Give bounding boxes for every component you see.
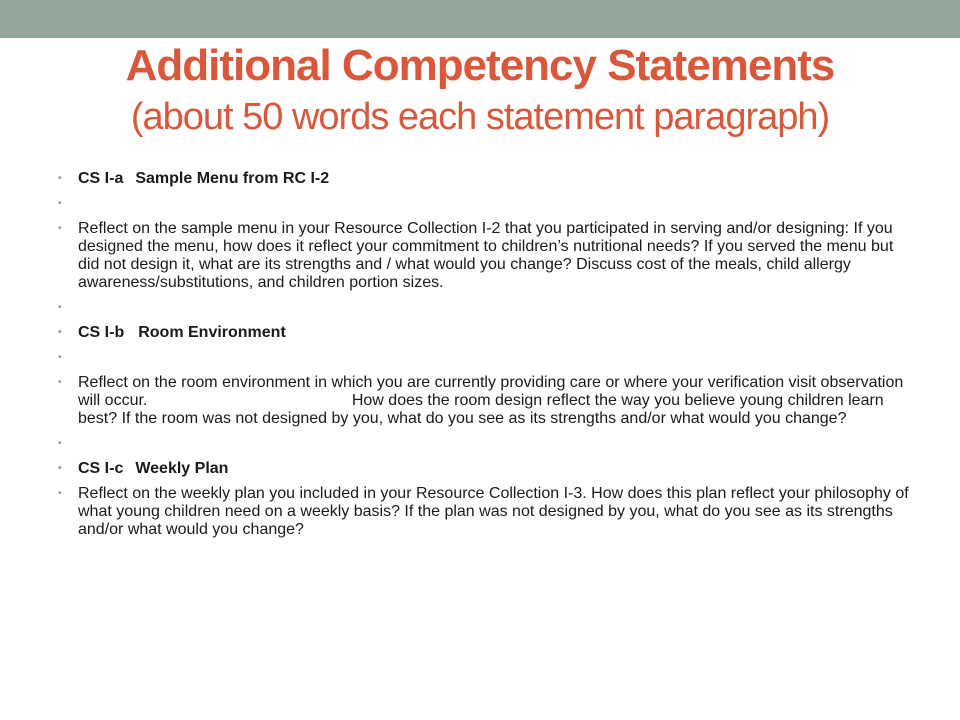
bullet-cs1b-heading xyxy=(56,324,916,342)
bullet-empty xyxy=(56,349,916,367)
bullet-cs1a-heading xyxy=(56,170,916,188)
bullet-empty xyxy=(56,435,916,453)
bullet-dot-icon: • xyxy=(58,173,62,184)
bullet-dot-icon: • xyxy=(58,223,62,234)
bullet-cs1b-text xyxy=(56,374,916,428)
title-subtitle: (about 50 words each statement paragraph) xyxy=(130,96,830,138)
bullet-dot-icon: • xyxy=(58,352,62,363)
bullet-cs1c-heading xyxy=(56,460,916,478)
bullet-cs1a-text xyxy=(56,220,916,292)
bullet-paragraph: Reflect on the weekly plan you included in your Resource Collection I-3. How does this plan reflect your philosophy of what young children need on a weekly basis? If the plan was not designed by you, what do you see as its strengths and/or what would you change? xyxy=(78,485,909,538)
slide-title xyxy=(40,40,920,142)
bullet-dot-icon: • xyxy=(58,198,62,209)
bullet-list xyxy=(56,170,916,546)
bullet-paragraph: Reflect on the room environment in which you are currently providing care or where your verification visit observation will occur. How does the room design reflect the way you believe young children learn best? If the room was not designed by you, what do you see as its strengths and/or what would you change? xyxy=(78,374,908,427)
bullet-dot-icon: • xyxy=(58,327,62,338)
bullet-cs1c-text xyxy=(56,485,916,539)
bullet-code: CS I-a xyxy=(78,170,124,187)
top-banner xyxy=(0,0,960,38)
bullet-dot-icon: • xyxy=(58,438,62,449)
bullet-empty xyxy=(56,195,916,213)
bullet-dot-icon: • xyxy=(58,488,62,499)
bullet-paragraph: Reflect on the sample menu in your Resource Collection I-2 that you participated in serving and/or designing: If you designed the menu, how does it reflect your commitment to children’s nutritional needs? If you served the menu but did not design it, what are its strengths and / what would you change? Discuss cost of the meals, child allergy awareness/substitutions, and children portion sizes. xyxy=(78,220,894,291)
bullet-empty xyxy=(56,299,916,317)
bullet-title: Room Environment xyxy=(138,324,286,341)
bullet-dot-icon: • xyxy=(58,302,62,313)
bullet-dot-icon: • xyxy=(58,463,62,474)
bullet-code: CS I-c xyxy=(78,460,124,477)
bullet-code: CS I-b xyxy=(78,324,125,341)
bullet-dot-icon: • xyxy=(58,377,62,388)
bullet-title: Weekly Plan xyxy=(135,460,229,477)
title-main: Additional Competency Statements xyxy=(125,41,835,90)
bullet-title: Sample Menu from RC I-2 xyxy=(135,170,330,187)
